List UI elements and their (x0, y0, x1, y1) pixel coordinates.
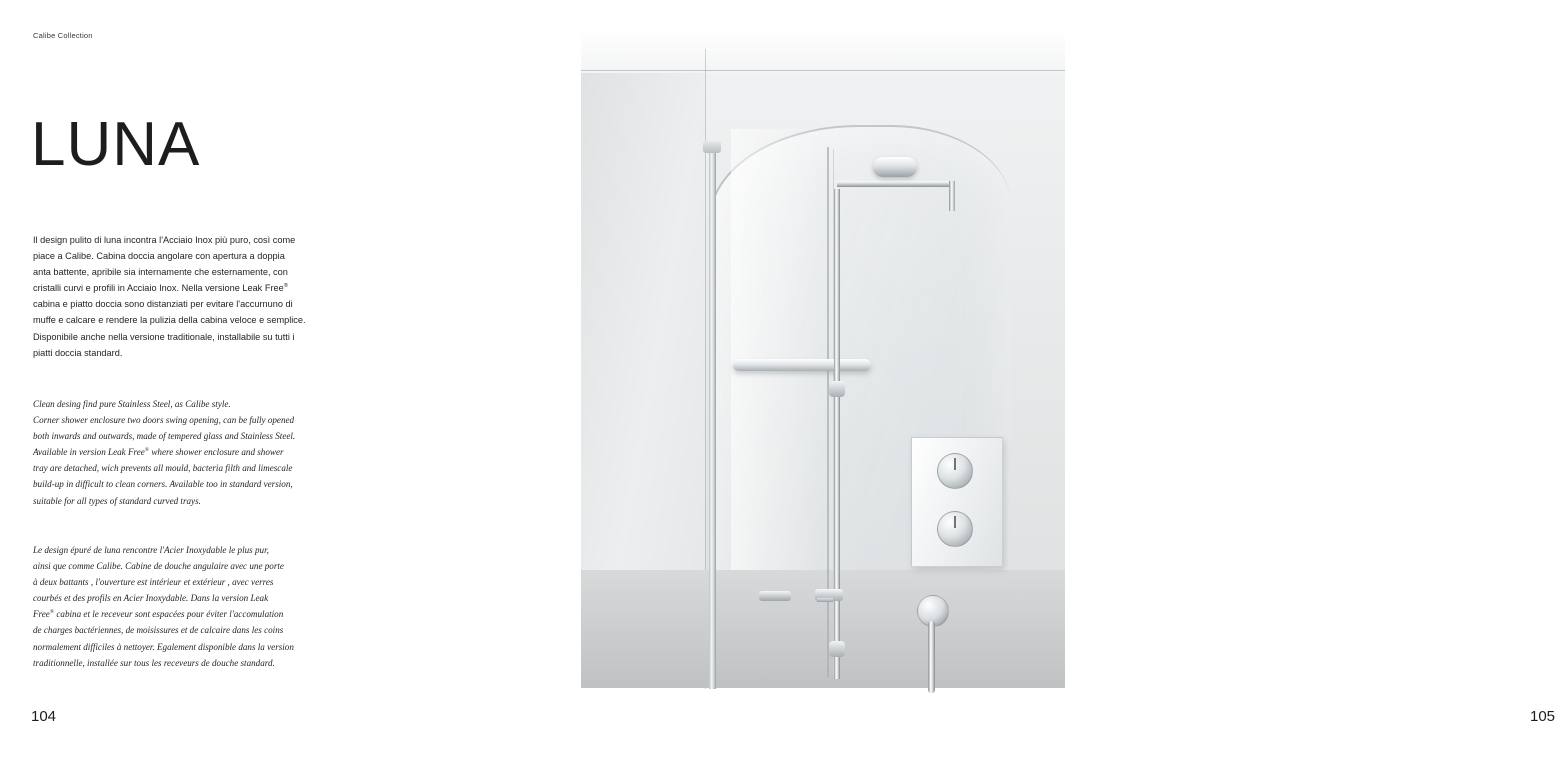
stainless-steel-profile (709, 149, 716, 689)
left-page (0, 0, 533, 759)
description-en-line: build-up in difficult to clean corners. Available too in standard version, (33, 479, 293, 490)
profile-top-cap (703, 141, 721, 153)
description-fr-line: Free® cabina et le receveur sont espacées pour éviter l'accomulation (33, 609, 284, 620)
description-it-line: piace a Calibe. Cabina doccia angolare con apertura a doppia (33, 251, 285, 262)
description-it-line: Il design pulito di luna incontra l'Acciaio Inox più puro, così come (33, 235, 296, 245)
overhead-shower-head (873, 157, 917, 177)
description-fr-line: normalement difficiles à nettoyer. Egalement disponible dans la version (33, 641, 294, 652)
description-fr-line: de charges bactériennes, de moisissures et de calcaire dans les coins (33, 625, 284, 636)
description-fr-line: Le design épuré de luna rencontre l'Acier Inoxydable le plus pur, (33, 545, 269, 555)
description-fr-line: ainsi que comme Calibe. Cabine de douche angulaire avec une porte (33, 561, 284, 572)
description-en-line: Clean desing find pure Stainless Steel, as Calibe style. (33, 399, 231, 409)
registered-mark: ® (49, 609, 55, 616)
description-en-line: suitable for all types of standard curved trays. (33, 495, 201, 506)
bathroom-floor (581, 570, 1065, 688)
registered-mark: ® (283, 283, 288, 290)
wall-fitting-spout (815, 589, 843, 601)
description-french (33, 542, 368, 671)
right-page (533, 0, 1555, 759)
riser-rail (834, 189, 840, 679)
ceiling-edge-line (581, 70, 1065, 71)
description-fr-line: courbés et des profils en Acier Inoxydable. Dans la version Leak (33, 593, 269, 604)
page-number-left: 104 (31, 708, 57, 725)
description-it-line: Disponibile anche nella versione traditionale, installabile su tutti i (33, 331, 295, 342)
description-fr-line: à deux battants , l'ouverture est intérieur et extérieur , avec verres (33, 577, 274, 588)
description-italian (33, 232, 368, 361)
description-en-line: Corner shower enclosure two doors swing opening, can be fully opened (33, 415, 295, 426)
hand-shower-handle (928, 621, 935, 693)
description-it-line: anta battente, apribile sia internamente che esternamente, con (33, 267, 288, 278)
description-it-line: piatti doccia standard. (33, 347, 123, 358)
description-en-line: Available in version Leak Free® where shower enclosure and shower (33, 447, 284, 458)
description-english (33, 396, 368, 509)
product-photo (581, 29, 1065, 688)
description-it-line: cabina e piatto doccia sono distanziati per evitare l'accurnuno di (33, 299, 293, 310)
shower-arm (837, 181, 955, 187)
shower-arm-elbow (949, 181, 955, 211)
description-en-line: tray are detached, wich prevents all mould, bacteria filth and limescale (33, 463, 293, 474)
mixer-knob-flow (937, 511, 973, 547)
description-it-line: muffe e calcare e rendere la pulizia della cabina veloce e semplice. (33, 315, 306, 326)
glass-shelf (733, 359, 871, 371)
riser-bracket-bottom (829, 641, 845, 657)
page-number-right: 105 (1530, 708, 1555, 725)
collection-label: Calibe Collection (33, 31, 93, 40)
bathroom-ceiling (581, 29, 1065, 73)
riser-bracket-top (829, 381, 845, 397)
page-title: LUNA (31, 109, 201, 179)
mixer-knob-temperature (937, 453, 973, 489)
registered-mark: ® (144, 447, 150, 454)
description-en-line: both inwards and outwards, made of tempered glass and Stainless Steel. (33, 431, 296, 442)
description-fr-line: traditionnelle, installée sur tous les receveurs de douche standard. (33, 657, 275, 668)
wall-fitting-soap-dish (759, 591, 791, 601)
description-it-line: cristalli curvi e profili in Acciaio Inox. Nella versione Leak Free® (33, 283, 288, 294)
